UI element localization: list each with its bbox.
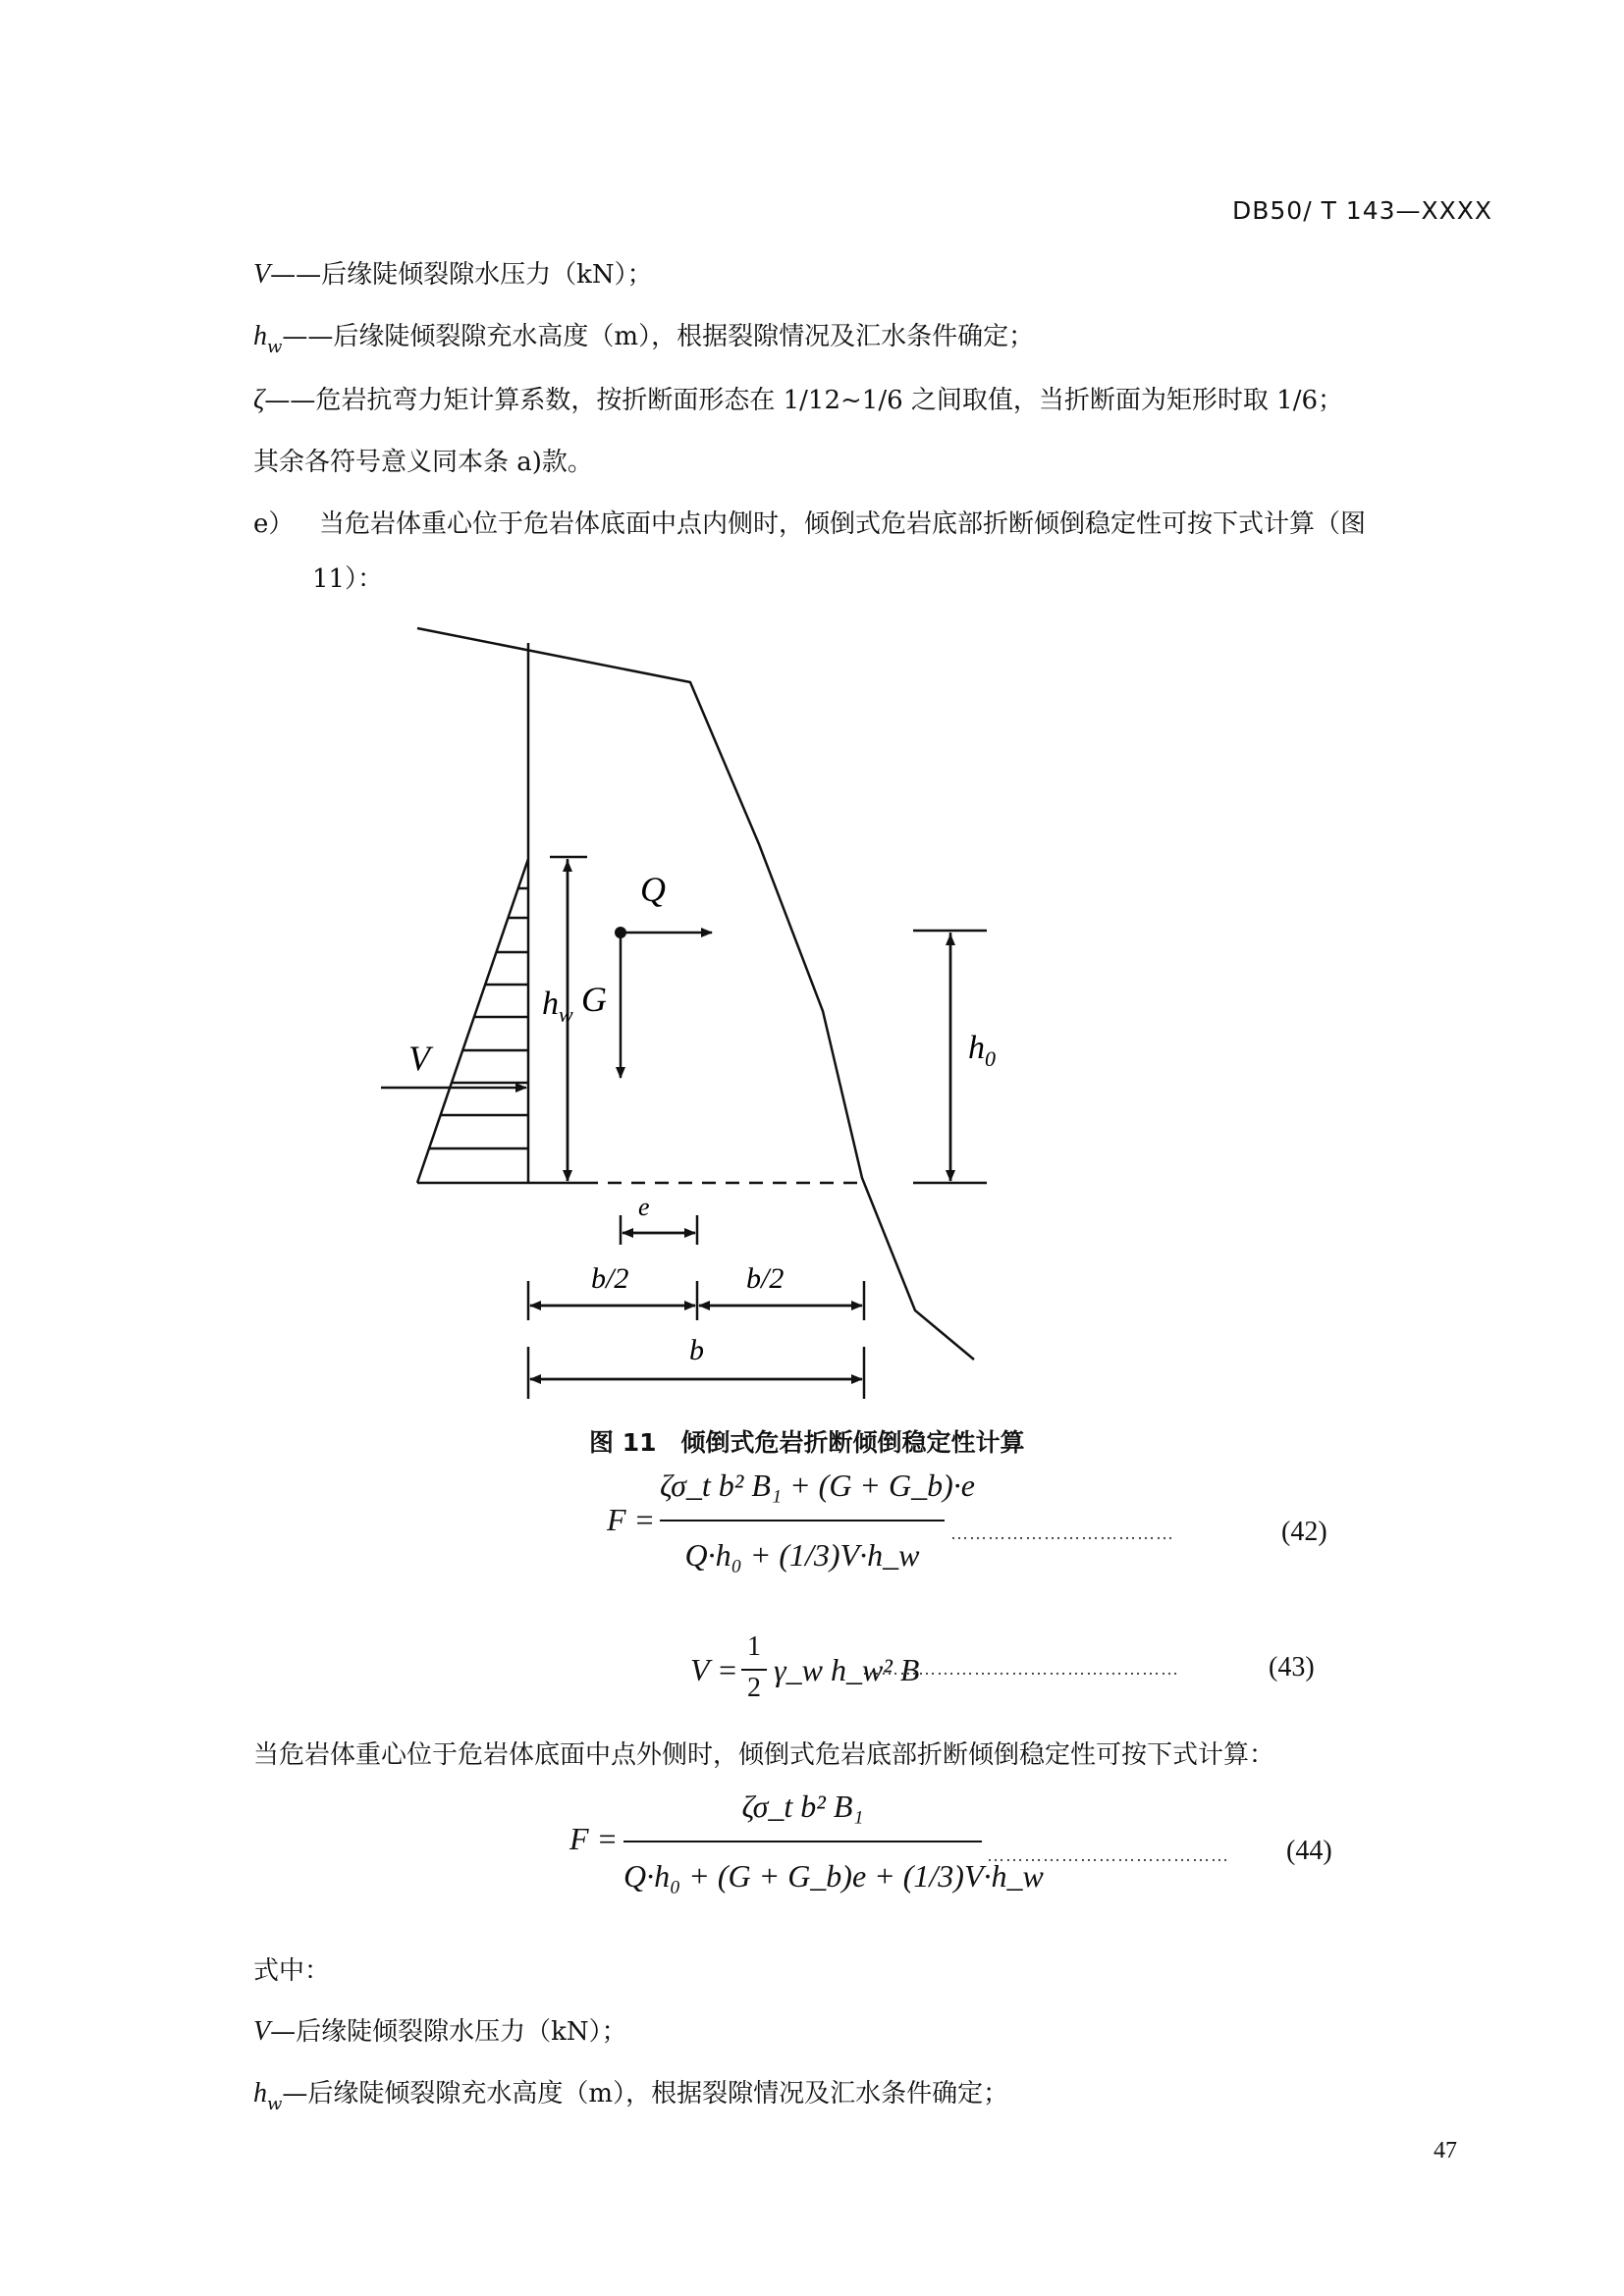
def-symbol: ζ xyxy=(253,385,265,415)
figure-11-diagram xyxy=(373,609,1001,1414)
def-hw-bottom xyxy=(253,2076,1008,2122)
eq42-fraction-bar xyxy=(660,1520,945,1522)
eq43-frac-num: 1 xyxy=(747,1631,761,1662)
label-h0: $h_0$ xyxy=(968,1030,996,1071)
water-pressure-triangle xyxy=(417,859,528,1183)
eq44-lhs: F = xyxy=(569,1821,619,1856)
where-label: 式中： xyxy=(253,1956,331,1986)
eq42-denominator: Q·h₀ + (1/3)V·h_w xyxy=(684,1537,920,1573)
def-symbol: V xyxy=(253,259,271,290)
def-v-top xyxy=(253,257,653,293)
eq44-fraction-bar xyxy=(623,1841,982,1842)
eq43-number: (43) xyxy=(1269,1652,1315,1682)
label-b-half-right: b/2 xyxy=(746,1262,785,1295)
label-g: G xyxy=(581,980,607,1019)
eq44-numerator: ζσ_t b² B₁ xyxy=(741,1789,864,1824)
label-v: V xyxy=(408,1039,430,1078)
eq43-frac-den: 2 xyxy=(747,1673,761,1703)
eq42-number: (42) xyxy=(1281,1517,1327,1547)
eq43-lhs: V = xyxy=(690,1652,738,1687)
eq44-leader-dots: ………………………………… xyxy=(987,1845,1229,1865)
def-symbol-sub: w xyxy=(267,337,283,357)
label-e: e xyxy=(638,1193,650,1221)
def-text: ——后缘陡倾裂隙水压力（kN）； xyxy=(270,260,653,290)
def-v-bottom xyxy=(253,2014,627,2050)
label-b: b xyxy=(689,1334,704,1366)
page-number: 47 xyxy=(1434,2138,1457,2163)
eq43-fraction-bar xyxy=(741,1669,767,1671)
def-text: ——后缘陡倾裂隙充水高度（m），根据裂隙情况及汇水条件确定； xyxy=(282,322,1035,351)
def-text: ——危岩抗弯力矩计算系数，按折断面形态在 1/12~1/6 之间取值，当折断面为矩形时取 1/6； xyxy=(264,386,1343,415)
para-outside: 当危岩体重心位于危岩体底面中点外侧时，倾倒式危岩底部折断倾倒稳定性可按下式计算： xyxy=(253,1740,1275,1770)
def-symbol: h xyxy=(253,321,267,351)
eq42-lhs: F = xyxy=(607,1502,656,1537)
eq44-denominator: Q·h₀ + (G + G_b)e + (1/3)V·h_w xyxy=(623,1858,1044,1894)
center-of-gravity-point xyxy=(615,927,626,938)
def-hw-top xyxy=(253,319,1034,365)
item-e-line2: 11）： xyxy=(312,564,384,594)
eq42-leader-dots: ……………………………… xyxy=(950,1523,1174,1543)
eq42-numerator: ζσ_t b² B₁ + (G + G_b)·e xyxy=(660,1468,975,1503)
figure-caption: 图 11 倾倒式危岩折断倾倒稳定性计算 xyxy=(589,1428,1025,1457)
eq43-leader-dots: …………………………………………… xyxy=(862,1659,1179,1679)
def-zeta xyxy=(253,383,1343,418)
eq44-number: (44) xyxy=(1286,1836,1332,1866)
label-q: Q xyxy=(640,870,666,909)
item-e-marker: e） xyxy=(253,509,295,539)
def-symbol: h xyxy=(253,2078,267,2109)
ground-surface-line xyxy=(417,628,974,1360)
label-hw: $h_w$ xyxy=(542,986,573,1027)
def-text: —后缘陡倾裂隙充水高度（m），根据裂隙情况及汇水条件确定； xyxy=(282,2079,1009,2109)
eq43-rhs: γ_w h_w² B xyxy=(774,1652,920,1687)
doc-code-header: DB50/ T 143—XXXX xyxy=(1232,196,1493,225)
def-text: —后缘陡倾裂隙水压力（kN）； xyxy=(270,2017,627,2047)
label-b-half-left: b/2 xyxy=(591,1262,629,1295)
item-e-line1: 当危岩体重心位于危岩体底面中点内侧时，倾倒式危岩底部折断倾倒稳定性可按下式计算（图 xyxy=(319,509,1367,539)
def-symbol-sub: w xyxy=(267,2094,283,2114)
def-rest: 其余各符号意义同本条 a)款。 xyxy=(253,448,593,477)
def-symbol: V xyxy=(253,2016,271,2047)
